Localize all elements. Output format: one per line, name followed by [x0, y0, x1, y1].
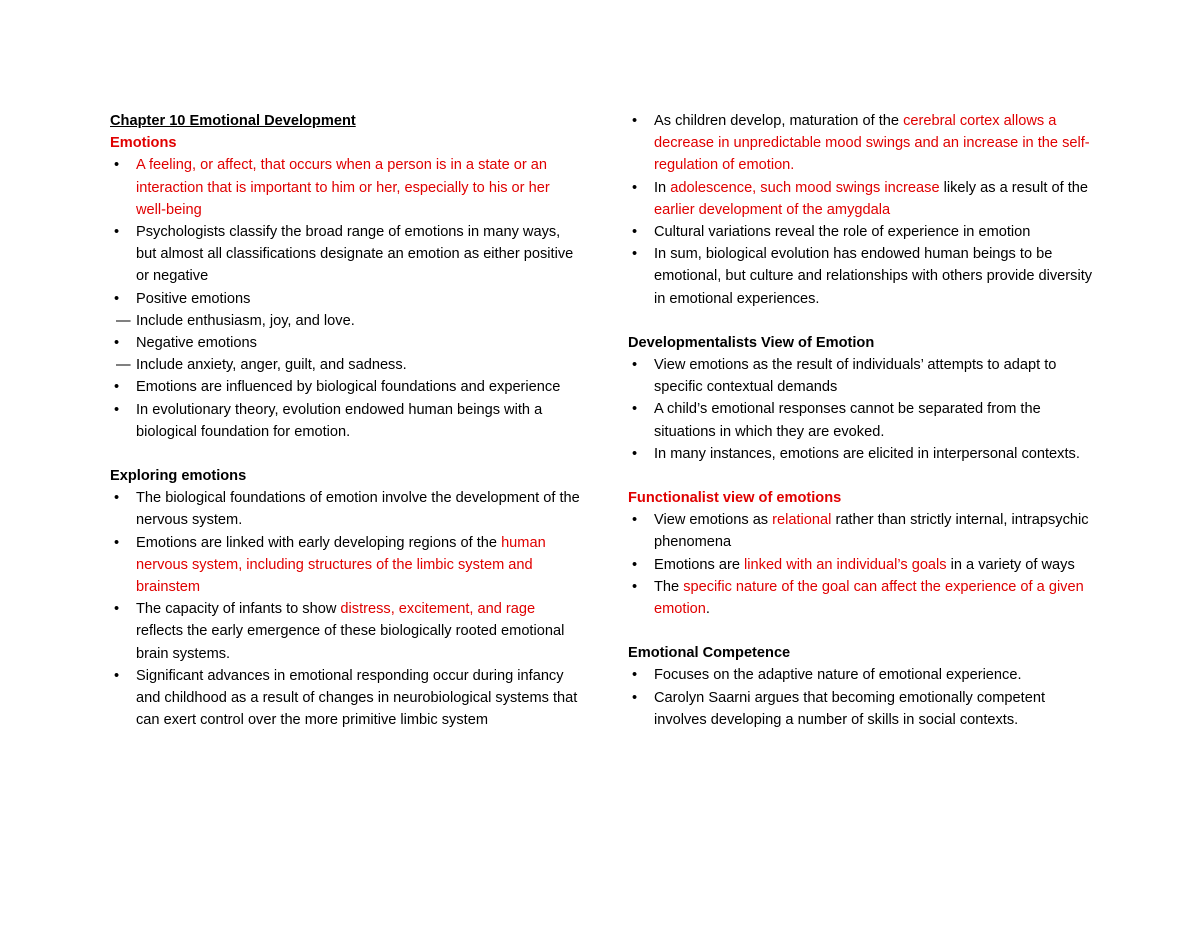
bullet-text: In sum, biological evolution has endowed human beings to be emotional, but culture and relationships with others provide diversity in emotional experiences. — [654, 246, 1093, 307]
bullet-text: Significant advances in emotional responding occur during infancy and childhood as a result of changes in neurobiological systems that can exert control over the more primitive limbic system — [136, 667, 578, 729]
bullet-text: View emotions as the result of individuals’ attempts to adapt to specific contextual demands — [654, 357, 1057, 396]
emotional-competence-list — [628, 664, 1098, 731]
emotions-heading: Emotions — [110, 135, 177, 152]
bullet-item — [628, 576, 1098, 620]
bullet-text: The capacity of infants to show — [136, 601, 341, 618]
bullet-text: Emotions are linked with early developing regions of the — [136, 534, 502, 551]
bullet-item — [628, 509, 1098, 553]
highlighted-text: specific nature of the goal can affect the experience of a given emotion — [654, 578, 1084, 618]
bullet-text: . — [705, 601, 710, 618]
bullet-text: The biological foundations of emotion involve the development of the nervous system. — [136, 490, 580, 529]
bullet-item — [110, 376, 580, 398]
bullet-item — [110, 665, 580, 732]
functionalist-heading: Functionalist view of emotions — [628, 490, 842, 507]
bullet-text: Positive emotions — [136, 290, 251, 307]
bullet-item — [110, 332, 580, 354]
bullet-text: Psychologists classify the broad range of emotions in many ways, but almost all classifications designate an emotion as either positive or negative — [136, 224, 574, 285]
development-list — [628, 110, 1098, 310]
bullet-text: In evolutionary theory, evolution endowed human beings with a biological foundation for emotion. — [136, 401, 543, 440]
bullet-text: Emotions are — [654, 556, 745, 573]
bullet-item — [628, 221, 1098, 243]
developmentalists-list — [628, 354, 1098, 465]
bullet-item — [110, 154, 580, 221]
bullet-item — [628, 664, 1098, 686]
highlighted-text: human nervous system, including structures of the limbic system and brainstem — [136, 534, 546, 596]
emotional-competence-heading: Emotional Competence — [628, 645, 791, 662]
exploring-emotions-heading: Exploring emotions — [110, 468, 247, 485]
highlighted-text: A feeling, or affect, that occurs when a person is in a state or an interaction that is important to him or her, especially to his or her well-being — [136, 157, 550, 218]
bullet-item — [110, 399, 580, 443]
highlighted-text: adolescence, such mood swings increase — [670, 179, 940, 196]
bullet-text: reflects the early emergence of these biologically rooted emotional brain systems. — [136, 623, 565, 662]
bullet-item — [628, 243, 1098, 310]
bullet-text: View emotions as — [654, 512, 773, 529]
chapter-title: Chapter 10 Emotional Development — [110, 113, 356, 129]
bullet-text: likely as a result of the — [939, 179, 1089, 196]
left-column — [110, 110, 580, 731]
sub-bullet-item: — Include enthusiasm, joy, and love. — [110, 310, 580, 332]
sub-bullet-item: — Include anxiety, anger, guilt, and sadness. — [110, 354, 580, 376]
bullet-item — [110, 221, 580, 288]
bullet-text: Cultural variations reveal the role of experience in emotion — [654, 224, 1031, 241]
bullet-text: A child’s emotional responses cannot be separated from the situations in which they are evoked. — [654, 401, 1041, 440]
functionalist-list — [628, 509, 1098, 620]
bullet-text: The — [654, 578, 684, 595]
bullet-item — [628, 110, 1098, 177]
developmentalists-heading: Developmentalists View of Emotion — [628, 334, 875, 351]
bullet-text: Focuses on the adaptive nature of emotional experience. — [654, 667, 1022, 684]
bullet-text: Carolyn Saarni argues that becoming emotionally competent involves developing a number of skills in social contexts. — [654, 689, 1046, 728]
bullet-item — [628, 177, 1098, 221]
bullet-item — [628, 398, 1098, 442]
bullet-text: As children develop, maturation of the — [654, 113, 904, 129]
bullet-text: Emotions are influenced by biological foundations and experience — [136, 379, 561, 396]
bullet-item — [110, 487, 580, 531]
bullet-text: Negative emotions — [136, 335, 257, 352]
bullet-text: In — [654, 179, 671, 196]
bullet-item — [110, 598, 580, 665]
bullet-item — [110, 288, 580, 310]
bullet-item — [628, 354, 1098, 398]
highlighted-text: linked with an individual’s goals — [744, 556, 947, 573]
bullet-item — [110, 532, 580, 599]
bullet-item — [628, 687, 1098, 731]
highlighted-text: distress, excitement, and rage — [340, 601, 536, 618]
bullet-text: rather than strictly internal, intrapsychic phenomena — [654, 512, 1089, 551]
highlighted-text: relational — [772, 512, 832, 529]
highlighted-text: cerebral cortex allows a decrease in unpredictable mood swings and an increase in the self-regulation of emotion. — [654, 113, 1090, 174]
bullet-item — [628, 443, 1098, 465]
bullet-text: In many instances, emotions are elicited in interpersonal contexts. — [654, 445, 1080, 462]
exploring-emotions-list — [110, 487, 580, 731]
emotions-list — [110, 154, 580, 443]
bullet-item — [628, 554, 1098, 576]
bullet-text: in a variety of ways — [946, 556, 1075, 573]
right-column — [628, 110, 1098, 731]
highlighted-text: earlier development of the amygdala — [654, 201, 891, 218]
